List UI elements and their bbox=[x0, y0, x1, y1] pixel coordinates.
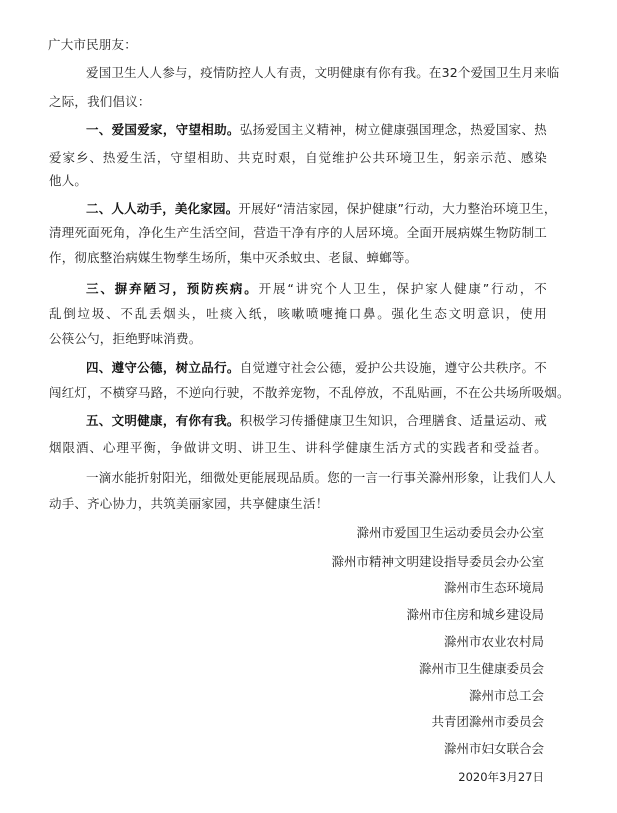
section-5-line-2: 烟限酒、心理平衡，争做讲文明、讲卫生、讲科学健康生活方式的实践者和受益者。 bbox=[49, 440, 547, 455]
section-5-heading: 五、文明健康，有你有我。 bbox=[86, 413, 240, 428]
section-5-text: 积极学习传播健康卫生知识，合理膳食、适量运动、戒 bbox=[239, 413, 547, 428]
closing-line-2: 动手、齐心协力，共筑美丽家园，共享健康生活！ bbox=[49, 496, 329, 511]
signatory-4: 滁州市住房和城乡建设局 bbox=[406, 607, 544, 622]
intro-line-1: 爱国卫生人人参与，疫情防控人人有责，文明健康有你有我。在32个爱国卫生月来临 bbox=[86, 65, 560, 80]
signatory-8: 共青团滁州市委员会 bbox=[431, 714, 544, 729]
section-3-heading: 三、摒弃陋习，预防疾病。 bbox=[86, 281, 259, 296]
signatory-5: 滁州市农业农村局 bbox=[443, 634, 544, 649]
section-3-line-2: 乱倒垃圾、不乱丢烟头，吐痰入纸，咳嗽喷嚏掩口鼻。强化生态文明意识，使用 bbox=[49, 306, 547, 321]
section-4-line-1 bbox=[86, 360, 547, 376]
section-2-line-1 bbox=[86, 201, 557, 217]
section-2-text: 开展好“清洁家园，保护健康”行动，大力整治环境卫生， bbox=[238, 201, 557, 216]
section-3-text: 开展“讲究个人卫生，保护家人健康”行动，不 bbox=[258, 281, 548, 296]
section-2-line-2: 清理死面死角，净化生产生活空间，营造干净有序的人居环境。全面开展病媒生物防制工 bbox=[49, 225, 547, 240]
section-2-heading: 二、人人动手，美化家园。 bbox=[86, 201, 239, 216]
signatory-7: 滁州市总工会 bbox=[468, 688, 544, 703]
section-5-line-1 bbox=[86, 413, 547, 429]
section-1-line-2: 爱家乡、热爱生活，守望相助、共克时艰，自觉维护公共环境卫生，躬亲示范、感染 bbox=[49, 150, 547, 165]
signatory-1: 滁州市爱国卫生运动委员会办公室 bbox=[356, 525, 544, 540]
section-2-line-3: 作，彻底整治病媒生物孳生场所，集中灭杀蚊虫、老鼠、蟑螂等。 bbox=[49, 250, 418, 265]
section-1-text: 弘扬爱国主义精神，树立健康强国理念，热爱国家、热 bbox=[239, 122, 547, 137]
section-4-line-2: 闯红灯，不横穿马路，不逆向行驶，不散养宠物，不乱停放，不乱贴画，不在公共场所吸烟。 bbox=[49, 385, 570, 400]
greeting: 广大市民朋友： bbox=[48, 37, 137, 52]
signatory-3: 滁州市生态环境局 bbox=[443, 580, 544, 595]
section-3-line-3: 公筷公勺，拒绝野味消费。 bbox=[49, 331, 202, 346]
section-1-heading: 一、爱国爱家，守望相助。 bbox=[86, 122, 240, 137]
document-date: 2020年3月27日 bbox=[458, 770, 544, 784]
intro-line-2: 之际，我们倡议： bbox=[49, 94, 151, 109]
signatory-6: 滁州市卫生健康委员会 bbox=[418, 661, 544, 676]
signatory-9: 滁州市妇女联合会 bbox=[443, 741, 544, 756]
section-4-heading: 四、遵守公德，树立品行。 bbox=[86, 360, 240, 375]
section-1-line-3: 他人。 bbox=[49, 173, 88, 188]
signatory-2: 滁州市精神文明建设指导委员会办公室 bbox=[331, 554, 544, 569]
section-4-text: 自觉遵守社会公德，爱护公共设施，遵守公共秩序。不 bbox=[239, 360, 547, 375]
section-1-line-1 bbox=[86, 122, 547, 138]
closing-line-1: 一滴水能折射阳光，细微处更能展现品质。您的一言一行事关滁州形象，让我们人人 bbox=[86, 470, 556, 485]
section-3-line-1 bbox=[86, 281, 547, 297]
